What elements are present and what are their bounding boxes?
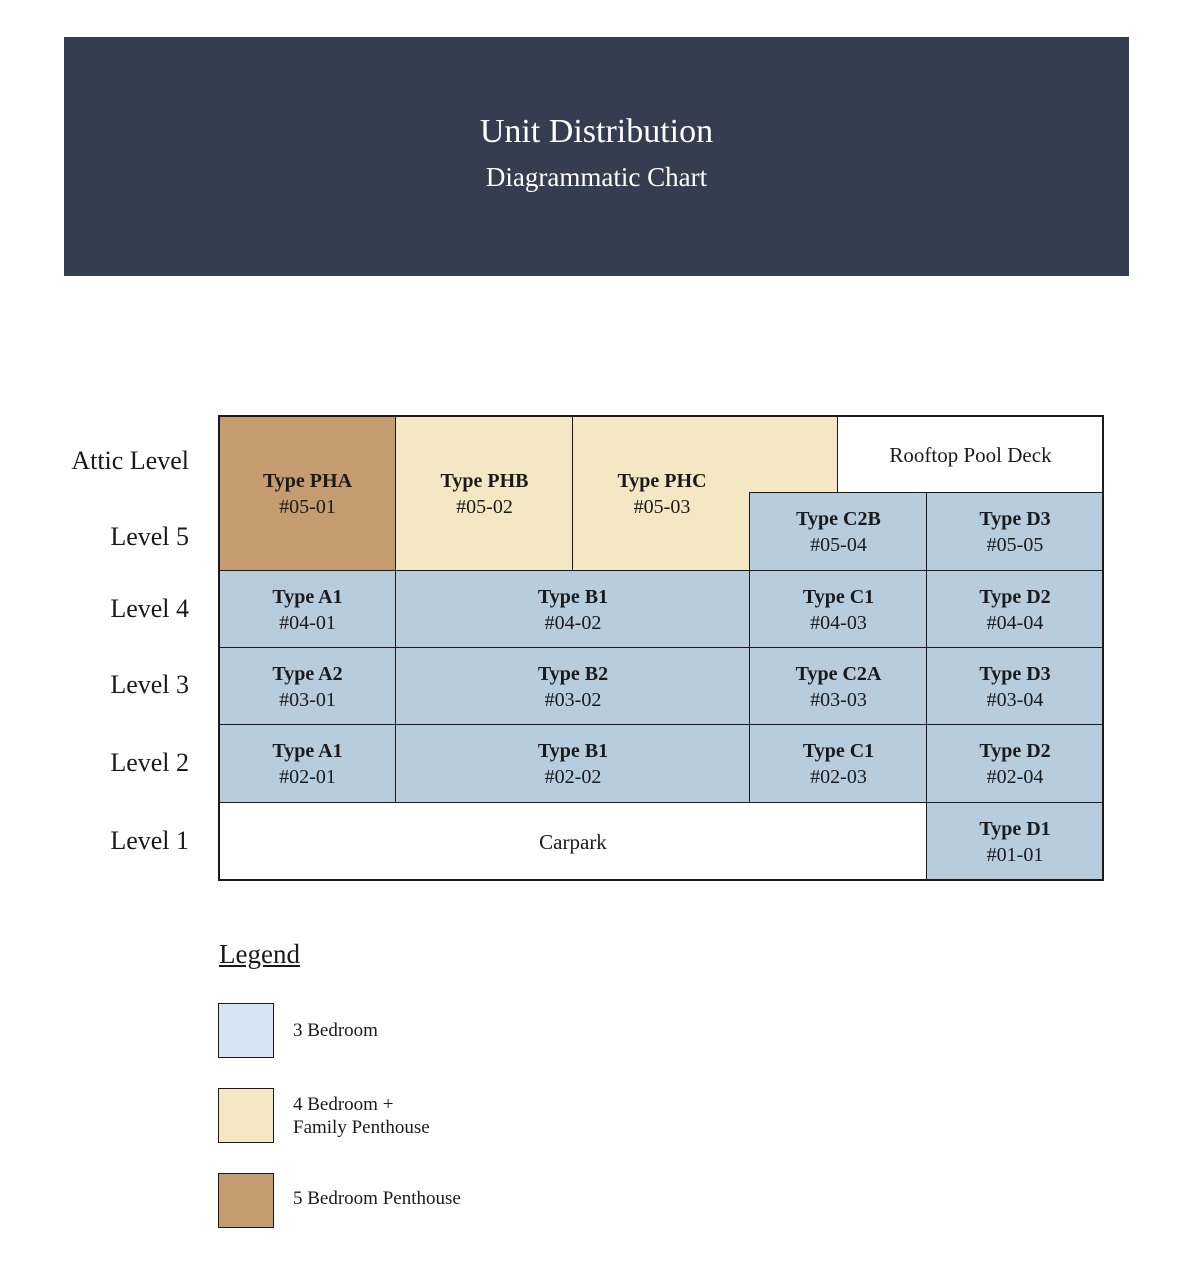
unit-pha [218,415,397,572]
unit-type: Type D2 [979,740,1051,762]
unit-type: Type A1 [272,585,343,608]
legend-title: Legend [219,939,300,969]
level-label-5: Level 5 [110,522,189,551]
unit-number: #01-01 [986,843,1044,866]
page-title: Unit Distribution [479,113,714,150]
rooftop-label: Rooftop Pool Deck [889,442,1052,467]
level-label-1: Level 1 [110,826,189,855]
level-label-attic: Attic Level [71,446,189,475]
level-label-2: Level 2 [110,748,189,777]
unit-number: #02-03 [810,766,867,788]
unit-c1-04 [749,570,928,649]
unit-b2-03 [395,647,751,726]
unit-number: #05-05 [986,534,1044,556]
unit-type: Type B1 [537,740,609,762]
unit-number: #03-04 [986,688,1044,711]
unit-number: #04-01 [279,611,336,634]
unit-number: #03-01 [279,688,336,711]
unit-type: Type A2 [272,662,343,685]
unit-type: Type C1 [802,740,875,762]
unit-d3-03 [926,647,1104,726]
unit-type: Type PHC [617,469,707,492]
unit-a1-02 [218,724,397,804]
unit-type: Type D3 [979,662,1051,685]
unit-phb [395,415,574,572]
unit-type: Type D1 [979,817,1051,840]
carpark-label: Carpark [539,829,607,854]
unit-a2-03 [218,647,397,726]
legend-label-5-bedroom: 5 Bedroom Penthouse [293,1188,461,1209]
level-label-3: Level 3 [110,670,189,699]
unit-number: #03-02 [544,688,602,711]
rooftop-pool-deck [837,415,1104,494]
unit-type: Type D2 [979,585,1051,608]
unit-c2b-05 [749,492,928,572]
unit-number: #02-04 [986,766,1044,788]
unit-number: #02-02 [544,766,602,788]
unit-a1-04 [218,570,397,649]
unit-d2-02 [926,724,1104,804]
unit-type: Type B2 [537,662,609,685]
page-subtitle: Diagrammatic Chart [485,162,708,192]
unit-number: #04-04 [986,611,1044,634]
legend-label-3-bedroom: 3 Bedroom [293,1020,378,1041]
unit-type: Type A1 [272,740,343,762]
unit-number: #04-03 [810,611,867,634]
unit-number: #05-03 [633,495,691,518]
legend-label-4-bedroom: 4 Bedroom + Family Penthouse [293,1094,430,1138]
unit-d2-04 [926,570,1104,649]
unit-d1-01 [926,802,1104,881]
unit-number: #02-01 [279,766,336,788]
legend-swatch-4-bedroom [218,1088,274,1143]
unit-type: Type PHA [262,469,353,492]
unit-b1-02 [395,724,751,804]
unit-phc [572,415,751,572]
level-label-4: Level 4 [110,594,189,623]
unit-number: #05-02 [456,495,513,518]
unit-number: #05-04 [810,534,867,556]
unit-type: Type C1 [802,585,875,608]
carpark [218,802,928,881]
unit-number: #04-02 [544,611,602,634]
unit-type: Type C2B [796,508,881,530]
unit-b1-04 [395,570,751,649]
legend-swatch-5-bedroom [218,1173,274,1228]
unit-number: #03-03 [810,688,867,711]
unit-c2a-03 [749,647,928,726]
unit-type: Type C2A [795,662,882,685]
unit-type: Type D3 [979,508,1051,530]
legend-swatch-3-bedroom [218,1003,274,1058]
unit-type: Type B1 [537,585,609,608]
unit-d3-05 [926,492,1104,572]
unit-type: Type PHB [440,469,529,492]
unit-number: #05-01 [279,495,336,518]
header-banner [64,37,1129,276]
unit-c1-02 [749,724,928,804]
